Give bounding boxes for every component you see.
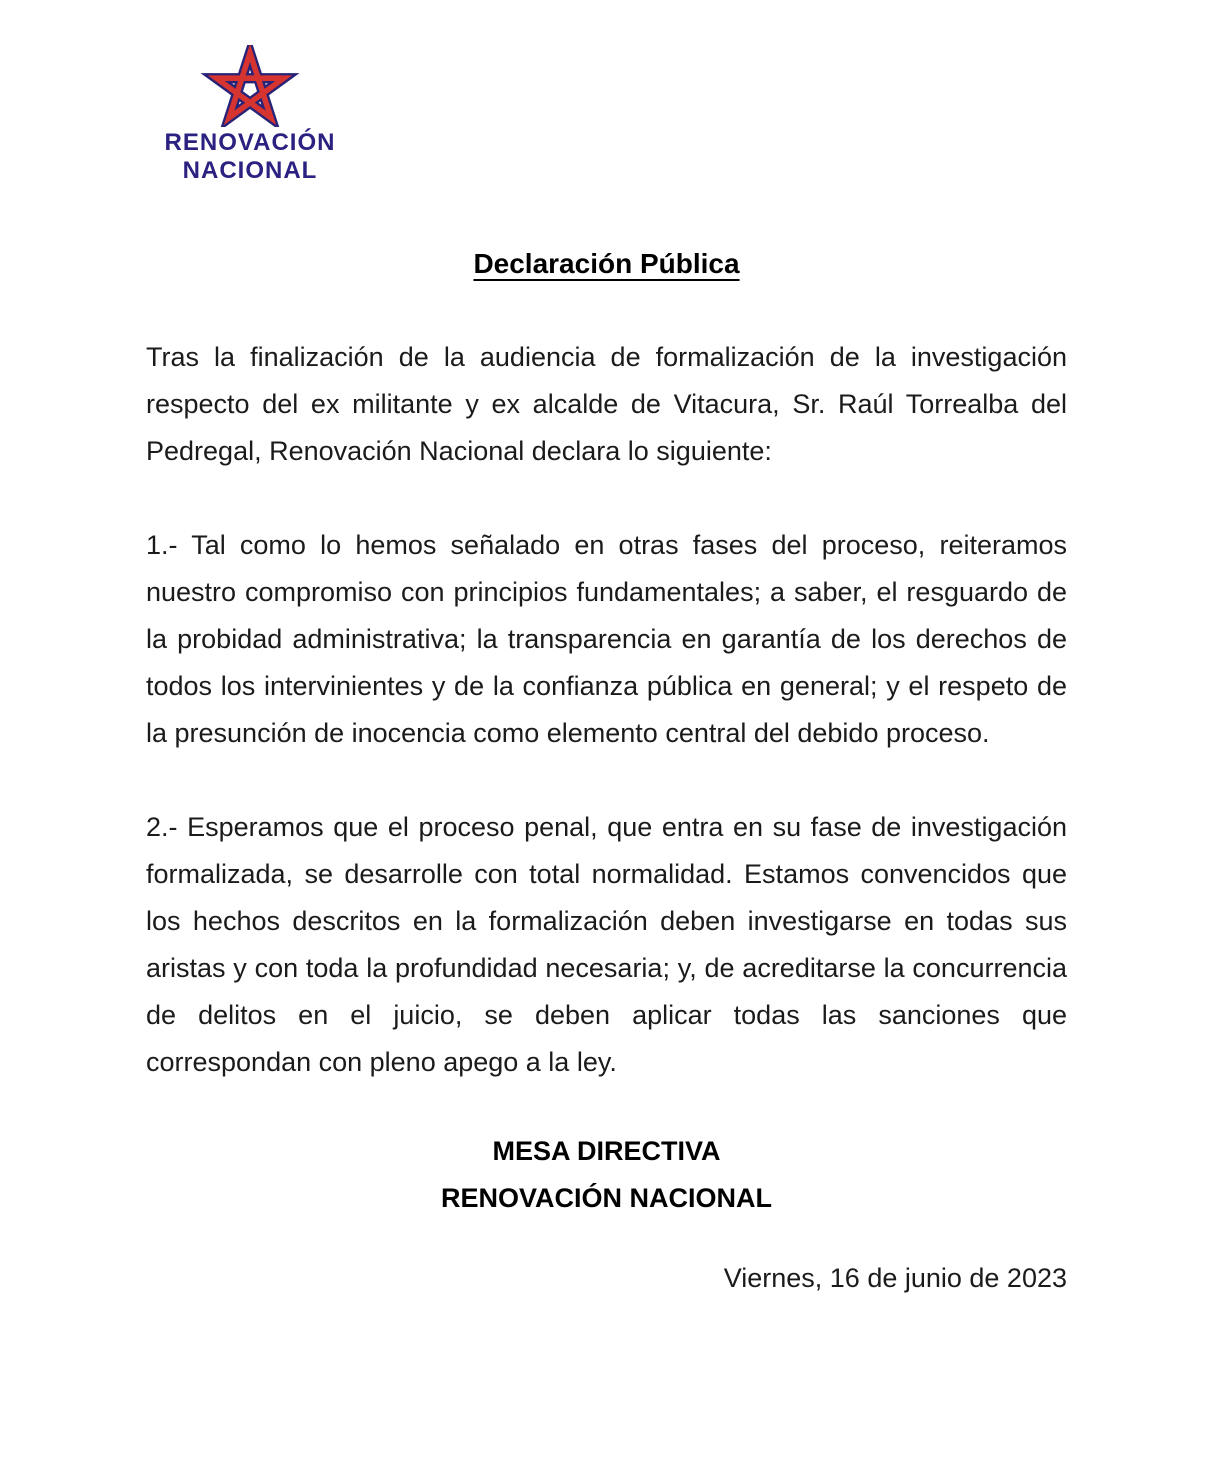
page-title-text: Declaración Pública: [473, 248, 740, 279]
point-2-paragraph: 2.- Esperamos que el proceso penal, que entra en su fase de investigación formalizada, se desarrolle con total normalidad. Estamos convencidos que los hechos descritos en la formalización deben investigarse en todas sus aristas y con toda la profundidad necesaria; y, de acreditarse la concurrencia de delitos en el juicio, se deben aplicar todas las sanciones que correspondan con pleno apego a la ley.: [146, 812, 1067, 1077]
star-logo-icon: [200, 45, 300, 127]
intro-paragraph: Tras la finalización de la audiencia de formalización de la investigación respecto del ex militante y ex alcalde de Vitacura, Sr. Raúl Torrealba del Pedregal, Renovación Nacional declara lo siguiente:: [146, 342, 1067, 466]
document-date: Viernes, 16 de junio de 2023: [723, 1263, 1067, 1293]
logo-wordmark-line2: NACIONAL: [182, 157, 318, 184]
party-logo: [152, 45, 348, 185]
signature-line-1: MESA DIRECTIVA: [492, 1136, 721, 1166]
page-title: [146, 240, 1067, 287]
logo-wordmark: [152, 129, 348, 185]
logo-wordmark-line1: RENOVACIÓN: [164, 129, 336, 156]
signature-block: [146, 1128, 1067, 1222]
point-1-paragraph: 1.- Tal como lo hemos señalado en otras fases del proceso, reiteramos nuestro compromiso con principios fundamentales; a saber, el resguardo de la probidad administrativa; la transparencia en garantía de los derechos de todos los intervinientes y de la confianza pública en general; y el respeto de la presunción de inocencia como elemento central del debido proceso.: [146, 530, 1067, 748]
signature-line-2: RENOVACIÓN NACIONAL: [440, 1183, 772, 1213]
